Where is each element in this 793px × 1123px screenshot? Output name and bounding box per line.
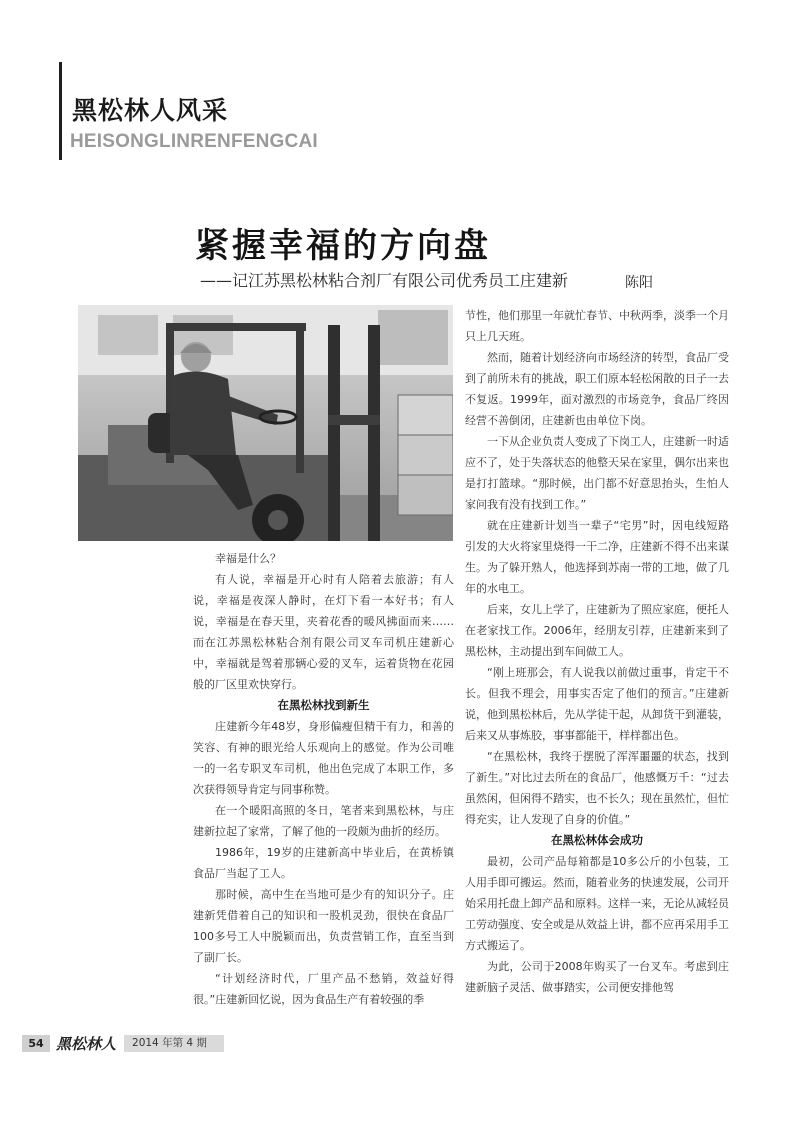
paragraph: 最初，公司产品每箱都是10多公斤的小包装，工人用手即可搬运。然而，随着业务的快速发展，公司开始采用托盘上卸产品和原料。这样一来，无论从减轻员工劳动强度、安全或是从效益上讲，都不应再采用手工方式搬运了。 <box>465 855 729 952</box>
paragraph: 后来，女儿上学了，庄建新为了照应家庭，便托人在老家找工作。2006年，经朋友引荐，庄建新来到了黑松林，主动提出到车间做工人。 <box>465 603 729 658</box>
paragraph: 有人说，幸福是开心时有人陪着去旅游；有人说，幸福是夜深人静时，在灯下看一本好书；有人说，幸福是在春天里，夹着花香的暖风拂面而来……而在江苏黑松林粘合剂有限公司叉车司机庄建新心中，幸福就是驾着那辆心爱的叉车，运着货物在花园般的厂区里欢快穿行。 <box>193 573 454 691</box>
paragraph-continued: 节性，他们那里一年就忙春节、中秋两季，淡季一个月只上几天班。 <box>465 309 729 343</box>
section-accent-bar <box>59 62 62 160</box>
left-text-column <box>193 548 454 1010</box>
page-footer <box>22 1035 224 1052</box>
section-heading: 在黑松林找到新生 <box>277 698 370 712</box>
paragraph: 就在庄建新计划当一辈子“宅男”时，因电线短路引发的大火将家里烧得一干二净，庄建新不得不出来谋生。为了躲开熟人，他选择到苏南一带的工地，做了几年的水电工。 <box>465 519 729 595</box>
paragraph: 那时候，高中生在当地可是少有的知识分子。庄建新凭借着自己的知识和一股机灵劲，很快在食品厂100多号工人中脱颖而出，负责营销工作，直至当到了副厂长。 <box>193 888 454 964</box>
paragraph: 在一个暖阳高照的冬日，笔者来到黑松林，与庄建新拉起了家常，了解了他的一段颇为曲折的经历。 <box>193 804 454 838</box>
paragraph: “刚上班那会，有人说我以前做过重事，肯定干不长。但我不理会，用事实否定了他们的预言。”庄建新说，他到黑松林后，先从学徒干起，从卸货干到灌装，后来又从事炼胶，事事都能干，样样都出色。 <box>465 666 729 742</box>
paragraph: 1986年，19岁的庄建新高中毕业后，在黄桥镇食品厂当起了工人。 <box>193 846 454 880</box>
section-title-pinyin: HEISONGLINRENFENGCAI <box>70 131 318 152</box>
paragraph: 一下从企业负责人变成了下岗工人，庄建新一时适应不了，处于失落状态的他整天呆在家里，偶尔出来也是打打篮球。“那时候，出门都不好意思抬头，生怕人家问我有没有找到工作。” <box>465 435 729 511</box>
article-author: 陈阳 <box>625 275 653 291</box>
article-photo-forklift <box>78 305 453 541</box>
paragraph: 庄建新今年48岁，身形偏瘦但精干有力，和善的笑容、有神的眼光给人乐观向上的感觉。作为公司唯一的一名专职叉车司机，他出色完成了本职工作，多次获得领导肯定与同事称赞。 <box>193 720 454 796</box>
paragraph: 为此，公司于2008年购买了一台叉车。考虑到庄建新脑子灵活、做事踏实，公司便安排他驾 <box>465 960 729 994</box>
article-subtitle: ——记江苏黑松林粘合剂厂有限公司优秀员工庄建新 <box>200 271 569 290</box>
paragraph: “在黑松林，我终于摆脱了浑浑噩噩的状态，找到了新生。”对比过去所在的食品厂，他感慨万千：“过去虽然闲，但闲得不踏实，也不长久；现在虽然忙，但忙得充实，让人发现了自身的价值。” <box>465 750 729 826</box>
paragraph: “计划经济时代，厂里产品不愁销，效益好得很。”庄建新回忆说，因为食品生产有着较强的季 <box>193 972 454 1006</box>
section-title: 黑松林人风采 <box>72 96 229 125</box>
section-heading: 在黑松林体会成功 <box>551 833 643 847</box>
article-title: 紧握幸福的方向盘 <box>195 226 491 266</box>
right-text-column <box>465 305 729 998</box>
page-number: 54 <box>22 1035 50 1052</box>
intro-question: 幸福是什么？ <box>215 552 281 565</box>
magazine-logo: 黑松林人 <box>56 1035 117 1053</box>
paragraph: 然而，随着计划经济向市场经济的转型，食品厂受到了前所未有的挑战，职工们原本轻松闲散的日子一去不复返。1999年，面对激烈的市场竞争，食品厂终因经营不善倒闭，庄建新也由单位下岗。 <box>465 351 729 427</box>
issue-label: 2014 年第 4 期 <box>124 1035 224 1052</box>
